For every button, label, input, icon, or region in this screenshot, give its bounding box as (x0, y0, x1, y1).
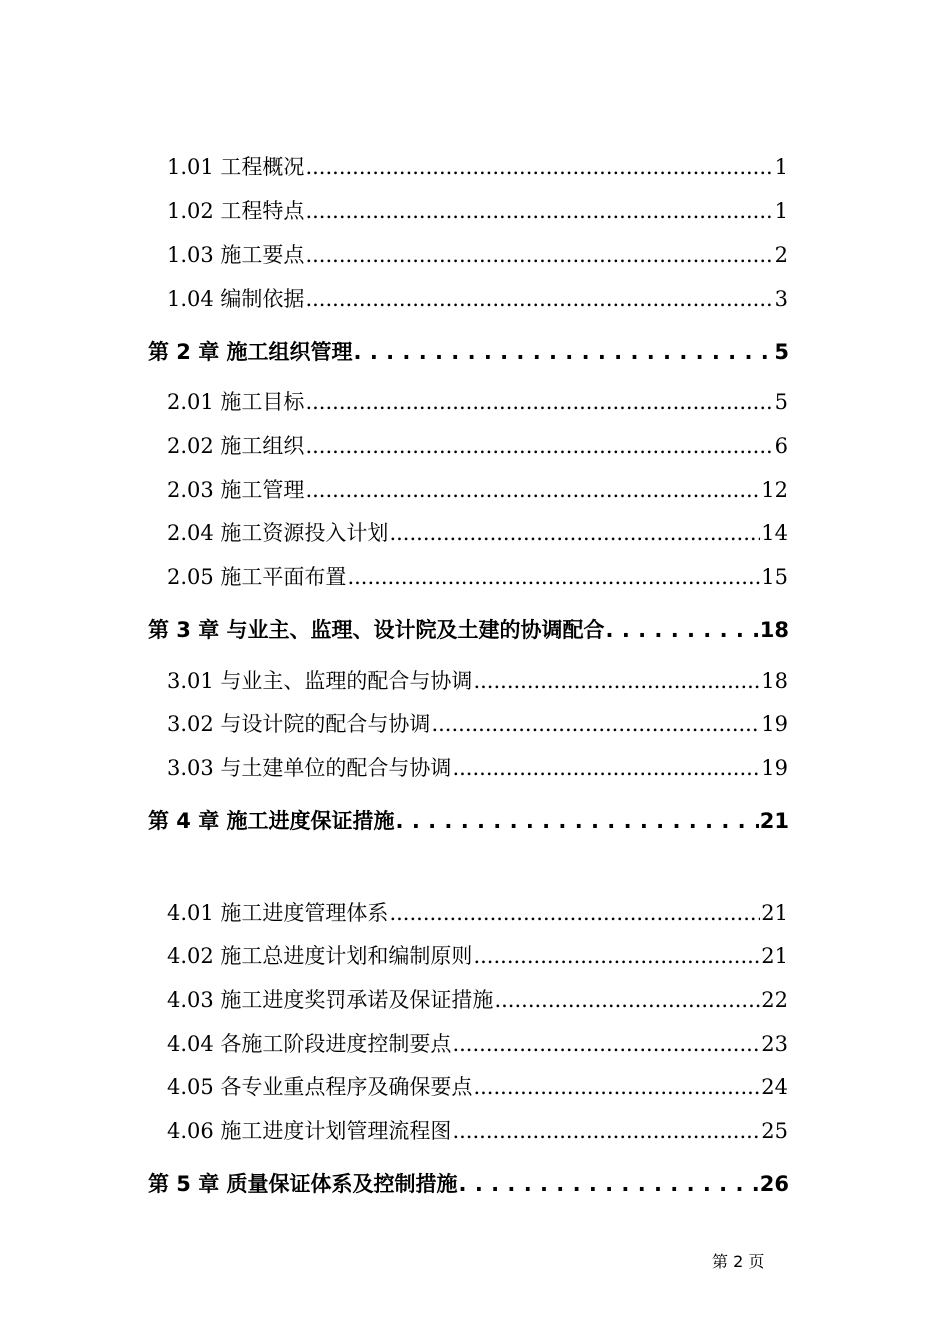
dot-leader (305, 243, 773, 267)
dot-leader (305, 390, 773, 414)
toc-entry-4-01[interactable] (167, 897, 788, 927)
toc-entry-3-01[interactable] (167, 665, 788, 695)
toc-entry-page: 22 (761, 988, 788, 1012)
dot-leader (606, 618, 759, 642)
toc-entry-title: 2.03 施工管理 (167, 478, 305, 502)
toc-entry-1-02[interactable] (167, 195, 788, 225)
toc-chapter-page: 21 (759, 809, 789, 833)
toc-entry-title: 3.02 与设计院的配合与协调 (167, 712, 431, 736)
toc-chapter-title: 第 3 章 与业主、监理、设计院及土建的协调配合 (148, 618, 605, 642)
toc-entry-4-04[interactable] (167, 1028, 788, 1058)
dot-leader (473, 669, 760, 693)
toc-entry-4-05[interactable] (167, 1071, 788, 1101)
toc-entry-page: 23 (761, 1032, 788, 1056)
toc-entry-title: 4.06 施工进度计划管理流程图 (167, 1119, 452, 1143)
toc-entry-page: 19 (761, 756, 788, 780)
dot-leader (354, 340, 774, 364)
dot-leader (459, 1172, 759, 1196)
page-number-footer: 第 2 页 (712, 1252, 765, 1271)
toc-entry-title: 2.04 施工资源投入计划 (167, 521, 389, 545)
toc-entry-1-04[interactable] (167, 283, 788, 313)
dot-leader (305, 155, 773, 179)
dot-leader (305, 199, 773, 223)
toc-entry-title: 4.03 施工进度奖罚承诺及保证措施 (167, 988, 494, 1012)
toc-chapter-page: 26 (759, 1172, 789, 1196)
toc-chapter-4[interactable] (148, 805, 789, 835)
toc-entry-title: 4.05 各专业重点程序及确保要点 (167, 1075, 473, 1099)
toc-entry-page: 24 (761, 1075, 788, 1099)
toc-entry-page: 15 (761, 565, 788, 589)
dot-leader (473, 944, 760, 968)
dot-leader (389, 521, 760, 545)
toc-entry-2-04[interactable] (167, 517, 788, 547)
toc-entry-title: 2.05 施工平面布置 (167, 565, 347, 589)
toc-entry-title: 2.01 施工目标 (167, 390, 305, 414)
dot-leader (305, 434, 773, 458)
toc-entry-2-05[interactable] (167, 561, 788, 591)
toc-chapter-page: 5 (774, 340, 789, 364)
toc-entry-2-02[interactable] (167, 430, 788, 460)
toc-entry-3-03[interactable] (167, 752, 788, 782)
dot-leader (452, 756, 760, 780)
dot-leader (494, 988, 760, 1012)
dot-leader (305, 478, 760, 502)
toc-entry-title: 4.01 施工进度管理体系 (167, 901, 389, 925)
toc-entry-page: 5 (774, 390, 788, 414)
toc-entry-1-03[interactable] (167, 239, 788, 269)
toc-entry-page: 21 (761, 901, 788, 925)
dot-leader (347, 565, 760, 589)
toc-entry-title: 1.02 工程特点 (167, 199, 305, 223)
toc-entry-page: 18 (761, 669, 788, 693)
toc-chapter-title: 第 4 章 施工进度保证措施 (148, 809, 395, 833)
toc-entry-title: 4.02 施工总进度计划和编制原则 (167, 944, 473, 968)
toc-chapter-title: 第 2 章 施工组织管理 (148, 340, 353, 364)
toc-entry-page: 3 (774, 287, 788, 311)
toc-entry-page: 1 (774, 199, 788, 223)
toc-entry-page: 25 (761, 1119, 788, 1143)
toc-entry-title: 1.01 工程概况 (167, 155, 305, 179)
toc-entry-3-02[interactable] (167, 708, 788, 738)
toc-entry-title: 2.02 施工组织 (167, 434, 305, 458)
toc-entry-title: 1.03 施工要点 (167, 243, 305, 267)
dot-leader (431, 712, 760, 736)
toc-entry-title: 4.04 各施工阶段进度控制要点 (167, 1032, 452, 1056)
toc-entry-title: 3.03 与土建单位的配合与协调 (167, 756, 452, 780)
toc-entry-page: 12 (761, 478, 788, 502)
toc-entry-1-01[interactable] (167, 151, 788, 181)
toc-chapter-5[interactable] (148, 1168, 789, 1198)
toc-entry-4-06[interactable] (167, 1115, 788, 1145)
dot-leader (396, 809, 759, 833)
toc-chapter-2[interactable] (148, 336, 789, 366)
toc-entry-page: 6 (774, 434, 788, 458)
toc-entry-2-01[interactable] (167, 386, 788, 416)
toc-entry-4-02[interactable] (167, 940, 788, 970)
toc-entry-page: 21 (761, 944, 788, 968)
dot-leader (473, 1075, 760, 1099)
toc-chapter-3[interactable] (148, 614, 789, 644)
toc-chapter-page: 18 (759, 618, 789, 642)
toc-entry-2-03[interactable] (167, 474, 788, 504)
toc-chapter-title: 第 5 章 质量保证体系及控制措施 (148, 1172, 458, 1196)
dot-leader (452, 1032, 760, 1056)
toc-entry-title: 3.01 与业主、监理的配合与协调 (167, 669, 473, 693)
dot-leader (305, 287, 773, 311)
toc-entry-page: 19 (761, 712, 788, 736)
toc-entry-page: 1 (774, 155, 788, 179)
toc-entry-4-03[interactable] (167, 984, 788, 1014)
toc-entry-page: 14 (761, 521, 788, 545)
toc-entry-title: 1.04 编制依据 (167, 287, 305, 311)
dot-leader (452, 1119, 760, 1143)
dot-leader (389, 901, 760, 925)
toc-entry-page: 2 (774, 243, 788, 267)
